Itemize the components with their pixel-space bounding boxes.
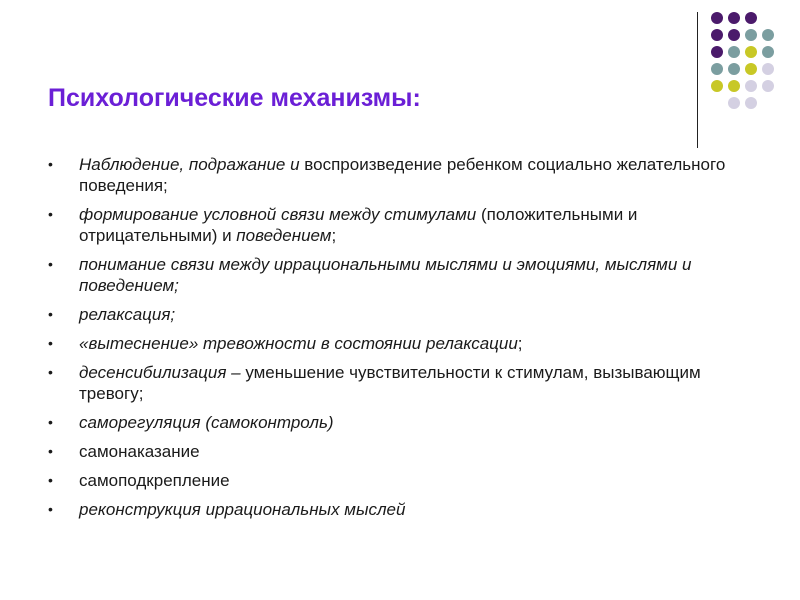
decorative-dot [728, 46, 740, 58]
decorative-dot [711, 12, 723, 24]
decorative-dot [762, 29, 774, 41]
bullet-text-segment: самоподкрепление [79, 471, 230, 490]
bullet-item [48, 254, 738, 296]
decorative-dot [745, 80, 757, 92]
bullet-text-segment: десенсибилизация – [79, 363, 246, 382]
bullet-text-segment: самонаказание [79, 442, 200, 461]
decorative-dot [728, 63, 740, 75]
bullet-list [48, 154, 738, 528]
decorative-dot [762, 63, 774, 75]
bullet-text-segment: релаксация; [79, 305, 176, 324]
bullet-item [48, 154, 738, 196]
slide-title: Психологические механизмы: [48, 84, 421, 112]
bullet-marker: • [48, 156, 53, 172]
bullet-marker: • [48, 256, 53, 272]
decorative-dot [728, 29, 740, 41]
decorative-dot [745, 29, 757, 41]
decorative-dot [711, 29, 723, 41]
decorative-dot [728, 12, 740, 24]
bullet-text-segment: Наблюдение, подражание и [79, 155, 305, 174]
bullet-item [48, 204, 738, 246]
bullet-marker: • [48, 414, 53, 430]
bullet-marker: • [48, 306, 53, 322]
decorative-dot [762, 46, 774, 58]
bullet-marker: • [48, 335, 53, 351]
bullet-text-segment: «вытеснение» тревожности в состоянии релаксации [79, 334, 518, 353]
bullet-text-segment: уменьшение чувствительности к стимулам, вызывающим тревогу; [79, 363, 701, 403]
bullet-text-segment: воспроизведение ребенком социально желательного поведения; [79, 155, 726, 195]
decorative-dot [728, 80, 740, 92]
bullet-text-segment: ; [517, 334, 523, 353]
bullet-text-segment: саморегуляция (самоконтроль) [79, 413, 334, 432]
bullet-item [48, 441, 738, 462]
decorative-dot [745, 63, 757, 75]
bullet-item [48, 333, 738, 354]
decorative-dot [711, 46, 723, 58]
vertical-divider [697, 12, 698, 148]
decorative-dot-grid [0, 0, 800, 140]
bullet-text-segment: (положительными и отрицательными) и [79, 205, 638, 245]
bullet-marker: • [48, 472, 53, 488]
decorative-dot [745, 97, 757, 109]
bullet-marker: • [48, 206, 53, 222]
bullet-item [48, 362, 738, 404]
bullet-item [48, 412, 738, 433]
decorative-dot [711, 63, 723, 75]
bullet-text-segment: понимание связи между иррациональными мыслями и эмоциями, мыслями и поведением; [79, 255, 692, 295]
decorative-dot [745, 46, 757, 58]
bullet-text-segment: поведением [236, 226, 332, 245]
bullet-text-segment: реконструкция иррациональных мыслей [79, 500, 406, 519]
bullet-text-segment: формирование условной связи между стимулами [79, 205, 481, 224]
decorative-dot [728, 97, 740, 109]
decorative-dot [745, 12, 757, 24]
bullet-marker: • [48, 443, 53, 459]
bullet-marker: • [48, 364, 53, 380]
bullet-item [48, 304, 738, 325]
bullet-item [48, 499, 738, 520]
bullet-item [48, 470, 738, 491]
bullet-marker: • [48, 501, 53, 517]
decorative-dot [762, 80, 774, 92]
decorative-dot [711, 80, 723, 92]
bullet-text-segment: ; [331, 226, 337, 245]
